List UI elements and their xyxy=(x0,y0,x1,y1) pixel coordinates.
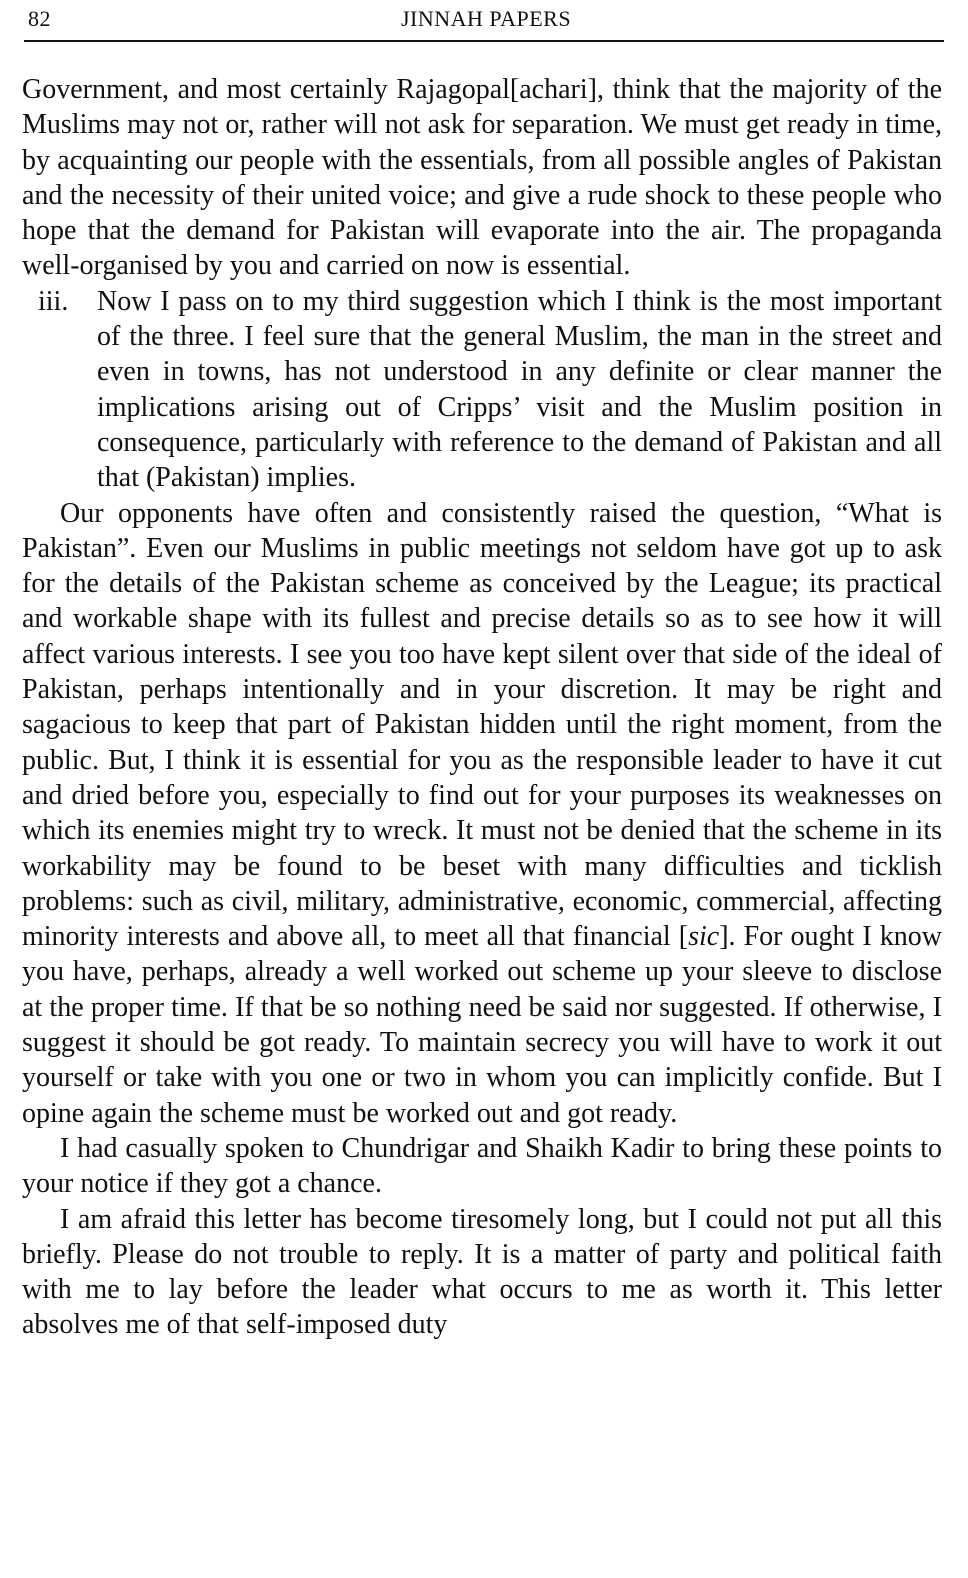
paragraph-continued: Government, and most certainly Rajagopal[achari], think that the majority of the Muslims may not or, rather will not ask for separation. We must get ready in time, by acquainting our people with the essentials, from all possible angles of Pakistan and the necessity of their united voice; and give a rude shock to these people who hope that the demand for Pakistan will evaporate into the air. The propaganda well-organised by you and carried on now is essential. xyxy=(22,74,942,282)
header-rule xyxy=(24,40,944,42)
paragraph-opponents-part-1: Our opponents have often and consistently raised the question, “What is Pakistan”. Even our Muslims in public meetings not seldom have got up to ask for the details of the Pakistan scheme as conceived by the League; its practical and workable shape with its fullest and precise details so as to see how it will affect various interests. I see you too have kept silent over that side of the ideal of Pakistan, perhaps intentionally and in your discretion. It may be right and sagacious to keep that part of Pakistan hidden until the right moment, from the public. But, I think it is essential for you as the responsible leader to have it cut and dried before you, especially to find out for your purposes its weaknesses on which its enemies might try to wreck. It must not be denied that the scheme in its workability may be found to be beset with many difficulties and ticklish problems: such as civil, military, administrative, economic, commercial, affecting minority interests and above all, to meet all that financial [ xyxy=(22,497,942,953)
paragraph-closing: I am afraid this letter has become tiresomely long, but I could not put all this briefly. Please do not trouble to reply. It is a matter of party and political faith with me to lay before the leader what occurs to me as worth it. This letter absolves me of that self-imposed duty xyxy=(22,1203,942,1341)
list-marker: iii. xyxy=(38,285,69,317)
body-text xyxy=(22,72,942,1343)
page-header xyxy=(28,4,944,40)
list-item-text: Now I pass on to my third suggestion which I think is the most important of the three. I feel sure that the general Muslim, the man in the street and even in towns, has not understood in any definite or clear manner the implications arising out of Cripps’ visit and the Muslim position in consequence, particularly with reference to the demand of Pakistan and all that (Pakistan) implies. xyxy=(97,285,942,494)
page-number: 82 xyxy=(28,6,51,31)
paragraph-chundrigar: I had casually spoken to Chundrigar and Shaikh Kadir to bring these points to your notice if they got a chance. xyxy=(22,1132,942,1200)
list-item xyxy=(22,284,942,496)
sic-annotation: sic xyxy=(688,921,720,953)
paragraph-opponents xyxy=(22,496,942,1131)
running-title: JINNAH PAPERS xyxy=(400,6,572,31)
paragraph-opponents-part-2: ]. For ought I know you have, perhaps, already a well worked out scheme up your sleeve to disclose at the proper time. If that be so nothing need be said nor suggested. If otherwise, I suggest it should be got ready. To maintain secrecy you will have to work it out yourself or take with you one or two in whom you can implicitly confide. But I opine again the scheme must be worked out and got ready. xyxy=(22,921,942,1129)
